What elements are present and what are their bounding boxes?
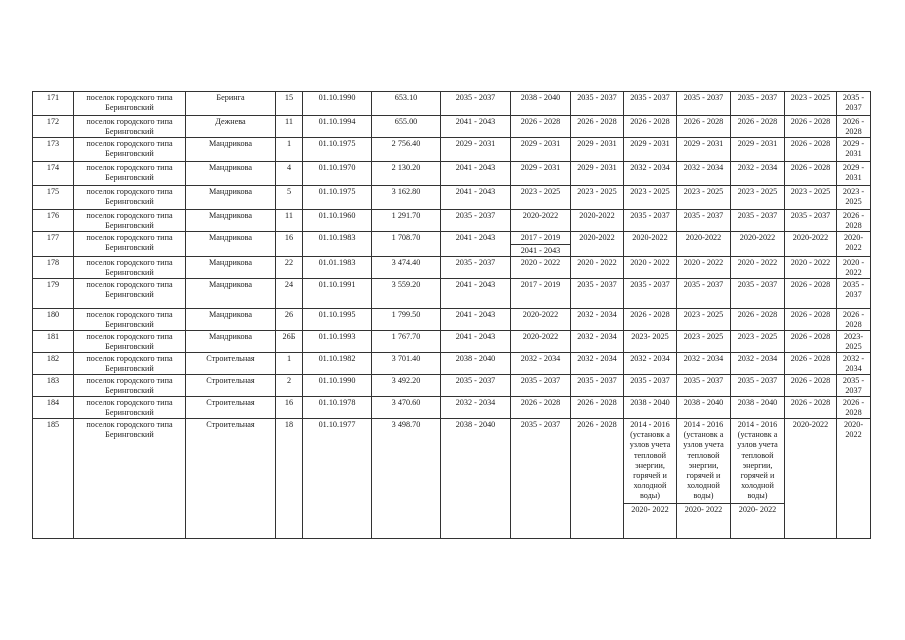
period-col-3: 2035 - 2037 (571, 279, 624, 309)
period-col-5: 2023 - 2025 (677, 309, 731, 331)
period-col-4-primary: 2014 - 2016 (установк а узлов учета тепловой энергии, горячей и холодной воды) (624, 420, 676, 504)
period-col-3: 2032 - 2034 (571, 353, 624, 375)
commission-date: 01.10.1995 (303, 309, 372, 331)
commission-date: 01.10.1960 (303, 210, 372, 232)
period-col-6: 2026 - 2028 (731, 309, 785, 331)
period-col-2 (511, 232, 571, 257)
commission-date: 01.10.1975 (303, 138, 372, 162)
house-number: 22 (276, 257, 303, 279)
house-number: 16 (276, 232, 303, 257)
period-col-6: 2035 - 2037 (731, 92, 785, 116)
period-col-1: 2035 - 2037 (441, 92, 511, 116)
period-col-7: 2020-2022 (785, 232, 837, 257)
building-area: 3 492.20 (372, 375, 441, 397)
table-row (33, 309, 871, 331)
row-number: 178 (33, 257, 74, 279)
period-col-1: 2041 - 2043 (441, 162, 511, 186)
row-number: 176 (33, 210, 74, 232)
table-row (33, 419, 871, 539)
building-area: 1 767.70 (372, 331, 441, 353)
commission-date: 01.10.1993 (303, 331, 372, 353)
house-number: 26Б (276, 331, 303, 353)
period-col-4: 2035 - 2037 (624, 279, 677, 309)
street-name: Мандрикова (186, 309, 276, 331)
settlement-name: поселок городского типа Беринговский (74, 331, 186, 353)
period-col-5: 2032 - 2034 (677, 162, 731, 186)
period-col-8: 2035 - 2037 (837, 375, 871, 397)
period-col-6-primary: 2014 - 2016 (установк а узлов учета тепловой энергии, горячей и холодной воды) (731, 420, 784, 504)
period-col-7: 2026 - 2028 (785, 162, 837, 186)
house-number: 18 (276, 419, 303, 539)
period-col-1: 2041 - 2043 (441, 232, 511, 257)
table-row (33, 92, 871, 116)
street-name: Строительная (186, 353, 276, 375)
period-col-6: 2035 - 2037 (731, 375, 785, 397)
period-col-2: 2032 - 2034 (511, 353, 571, 375)
house-number: 15 (276, 92, 303, 116)
table-row (33, 353, 871, 375)
settlement-name: поселок городского типа Беринговский (74, 162, 186, 186)
period-col-6: 2038 - 2040 (731, 397, 785, 419)
period-col-1: 2041 - 2043 (441, 331, 511, 353)
period-col-4: 2035 - 2037 (624, 92, 677, 116)
street-name: Мандрикова (186, 138, 276, 162)
row-number: 179 (33, 279, 74, 309)
period-col-8: 2026 - 2028 (837, 116, 871, 138)
period-col-7: 2026 - 2028 (785, 353, 837, 375)
period-col-2: 2026 - 2028 (511, 116, 571, 138)
row-number: 184 (33, 397, 74, 419)
period-col-3: 2032 - 2034 (571, 331, 624, 353)
period-col-4-secondary: 2020- 2022 (631, 504, 669, 514)
street-name: Беринга (186, 92, 276, 116)
table-row (33, 397, 871, 419)
period-col-2: 2020-2022 (511, 309, 571, 331)
row-number: 171 (33, 92, 74, 116)
commission-date: 01.10.1982 (303, 353, 372, 375)
period-col-2-secondary: 2041 - 2043 (520, 246, 561, 255)
period-col-2: 2023 - 2025 (511, 186, 571, 210)
settlement-name: поселок городского типа Беринговский (74, 257, 186, 279)
settlement-name: поселок городского типа Беринговский (74, 309, 186, 331)
house-number: 26 (276, 309, 303, 331)
period-col-5-primary: 2014 - 2016 (установк а узлов учета тепловой энергии, горячей и холодной воды) (677, 420, 730, 504)
period-col-5: 2035 - 2037 (677, 210, 731, 232)
period-col-7: 2026 - 2028 (785, 375, 837, 397)
period-col-3: 2035 - 2037 (571, 375, 624, 397)
street-name: Мандрикова (186, 232, 276, 257)
period-col-4: 2023- 2025 (624, 331, 677, 353)
row-number: 183 (33, 375, 74, 397)
period-col-2-primary: 2017 - 2019 (511, 233, 570, 245)
house-number: 16 (276, 397, 303, 419)
period-col-3: 2026 - 2028 (571, 397, 624, 419)
row-number: 181 (33, 331, 74, 353)
period-col-2: 2020-2022 (511, 210, 571, 232)
period-col-5: 2020-2022 (677, 232, 731, 257)
building-area: 655.00 (372, 116, 441, 138)
period-col-4: 2023 - 2025 (624, 186, 677, 210)
period-col-6: 2032 - 2034 (731, 353, 785, 375)
settlement-name: поселок городского типа Беринговский (74, 232, 186, 257)
period-col-5-secondary: 2020- 2022 (684, 504, 723, 514)
period-col-6 (731, 419, 785, 539)
period-col-3: 2020-2022 (571, 232, 624, 257)
period-col-7: 2026 - 2028 (785, 397, 837, 419)
settlement-name: поселок городского типа Беринговский (74, 353, 186, 375)
house-number: 4 (276, 162, 303, 186)
building-area: 1 799.50 (372, 309, 441, 331)
period-col-5 (677, 419, 731, 539)
period-col-4: 2032 - 2034 (624, 353, 677, 375)
building-area: 3 701.40 (372, 353, 441, 375)
row-number: 182 (33, 353, 74, 375)
table-row (33, 186, 871, 210)
period-col-6: 2023 - 2025 (731, 186, 785, 210)
building-area: 3 559.20 (372, 279, 441, 309)
row-number: 177 (33, 232, 74, 257)
period-col-8: 2026 - 2028 (837, 309, 871, 331)
table-row (33, 375, 871, 397)
period-col-1: 2038 - 2040 (441, 353, 511, 375)
period-col-2: 2038 - 2040 (511, 92, 571, 116)
period-col-1: 2041 - 2043 (441, 186, 511, 210)
building-area: 3 470.60 (372, 397, 441, 419)
commission-date: 01.10.1983 (303, 232, 372, 257)
period-col-3: 2029 - 2031 (571, 138, 624, 162)
house-number: 1 (276, 138, 303, 162)
period-col-2: 2029 - 2031 (511, 162, 571, 186)
housing-repair-schedule-table (32, 91, 871, 539)
street-name: Строительная (186, 375, 276, 397)
period-col-6: 2029 - 2031 (731, 138, 785, 162)
house-number: 11 (276, 116, 303, 138)
row-number: 173 (33, 138, 74, 162)
period-col-6: 2020-2022 (731, 232, 785, 257)
commission-date: 01.10.1977 (303, 419, 372, 539)
period-col-1: 2029 - 2031 (441, 138, 511, 162)
commission-date: 01.10.1991 (303, 279, 372, 309)
table-row (33, 331, 871, 353)
period-col-8: 2026 - 2028 (837, 210, 871, 232)
period-col-4 (624, 419, 677, 539)
period-col-7: 2026 - 2028 (785, 116, 837, 138)
period-col-7: 2020-2022 (785, 419, 837, 539)
settlement-name: поселок городского типа Беринговский (74, 375, 186, 397)
table-row (33, 232, 871, 257)
period-col-6: 2035 - 2037 (731, 210, 785, 232)
settlement-name: поселок городского типа Беринговский (74, 210, 186, 232)
settlement-name: поселок городского типа Беринговский (74, 419, 186, 539)
period-col-5: 2035 - 2037 (677, 375, 731, 397)
commission-date: 01.10.1994 (303, 116, 372, 138)
street-name: Мандрикова (186, 210, 276, 232)
street-name: Строительная (186, 419, 276, 539)
period-col-1: 2032 - 2034 (441, 397, 511, 419)
street-name: Мандрикова (186, 257, 276, 279)
table-row (33, 210, 871, 232)
period-col-3: 2035 - 2037 (571, 92, 624, 116)
period-col-4: 2035 - 2037 (624, 210, 677, 232)
period-col-7: 2026 - 2028 (785, 331, 837, 353)
settlement-name: поселок городского типа Беринговский (74, 116, 186, 138)
period-col-8: 2026 - 2028 (837, 397, 871, 419)
period-col-8: 2035 - 2037 (837, 92, 871, 116)
period-col-5: 2029 - 2031 (677, 138, 731, 162)
period-col-4: 2038 - 2040 (624, 397, 677, 419)
street-name: Мандрикова (186, 162, 276, 186)
period-col-2: 2035 - 2037 (511, 419, 571, 539)
house-number: 1 (276, 353, 303, 375)
period-col-8: 2023- 2025 (837, 331, 871, 353)
table-row (33, 279, 871, 309)
period-col-3: 2032 - 2034 (571, 309, 624, 331)
period-col-2: 2017 - 2019 (511, 279, 571, 309)
period-col-2: 2029 - 2031 (511, 138, 571, 162)
row-number: 175 (33, 186, 74, 210)
house-number: 24 (276, 279, 303, 309)
table-row (33, 257, 871, 279)
commission-date: 01.10.1978 (303, 397, 372, 419)
period-col-4: 2020-2022 (624, 232, 677, 257)
period-col-6: 2020 - 2022 (731, 257, 785, 279)
building-area: 2 756.40 (372, 138, 441, 162)
commission-date: 01.10.1990 (303, 92, 372, 116)
building-area: 1 291.70 (372, 210, 441, 232)
period-col-1: 2041 - 2043 (441, 279, 511, 309)
period-col-5: 2026 - 2028 (677, 116, 731, 138)
house-number: 2 (276, 375, 303, 397)
period-col-3: 2023 - 2025 (571, 186, 624, 210)
period-col-2: 2026 - 2028 (511, 397, 571, 419)
period-col-8: 2029 - 2031 (837, 138, 871, 162)
table-row (33, 162, 871, 186)
building-area: 1 708.70 (372, 232, 441, 257)
table-row (33, 116, 871, 138)
period-col-1: 2041 - 2043 (441, 309, 511, 331)
row-number: 172 (33, 116, 74, 138)
period-col-6-secondary: 2020- 2022 (738, 504, 777, 514)
period-col-7: 2023 - 2025 (785, 186, 837, 210)
period-col-8: 2035 - 2037 (837, 279, 871, 309)
period-col-7: 2023 - 2025 (785, 92, 837, 116)
period-col-7: 2035 - 2037 (785, 210, 837, 232)
street-name: Строительная (186, 397, 276, 419)
period-col-1: 2035 - 2037 (441, 375, 511, 397)
period-col-3: 2020 - 2022 (571, 257, 624, 279)
period-col-3: 2026 - 2028 (571, 419, 624, 539)
period-col-6: 2035 - 2037 (731, 279, 785, 309)
period-col-2: 2020 - 2022 (511, 257, 571, 279)
period-col-1: 2038 - 2040 (441, 419, 511, 539)
building-area: 653.10 (372, 92, 441, 116)
period-col-3: 2020-2022 (571, 210, 624, 232)
period-col-4: 2035 - 2037 (624, 375, 677, 397)
period-col-7: 2026 - 2028 (785, 138, 837, 162)
period-col-2: 2020-2022 (511, 331, 571, 353)
row-number: 174 (33, 162, 74, 186)
house-number: 5 (276, 186, 303, 210)
building-area: 3 162.80 (372, 186, 441, 210)
table-row (33, 138, 871, 162)
period-col-5: 2023 - 2025 (677, 186, 731, 210)
period-col-7: 2020 - 2022 (785, 257, 837, 279)
settlement-name: поселок городского типа Беринговский (74, 279, 186, 309)
period-col-5: 2020 - 2022 (677, 257, 731, 279)
building-area: 3 498.70 (372, 419, 441, 539)
period-col-4: 2029 - 2031 (624, 138, 677, 162)
period-col-4: 2026 - 2028 (624, 116, 677, 138)
row-number: 180 (33, 309, 74, 331)
period-col-1: 2041 - 2043 (441, 116, 511, 138)
commission-date: 01.10.1975 (303, 186, 372, 210)
period-col-5: 2038 - 2040 (677, 397, 731, 419)
period-col-1: 2035 - 2037 (441, 257, 511, 279)
period-col-6: 2032 - 2034 (731, 162, 785, 186)
period-col-8: 2029 - 2031 (837, 162, 871, 186)
street-name: Мандрикова (186, 186, 276, 210)
settlement-name: поселок городского типа Беринговский (74, 186, 186, 210)
commission-date: 01.10.1970 (303, 162, 372, 186)
period-col-8: 2023 - 2025 (837, 186, 871, 210)
commission-date: 01.01.1983 (303, 257, 372, 279)
building-area: 2 130.20 (372, 162, 441, 186)
settlement-name: поселок городского типа Беринговский (74, 138, 186, 162)
row-number: 185 (33, 419, 74, 539)
period-col-2: 2035 - 2037 (511, 375, 571, 397)
period-col-6: 2026 - 2028 (731, 116, 785, 138)
building-area: 3 474.40 (372, 257, 441, 279)
period-col-4: 2032 - 2034 (624, 162, 677, 186)
period-col-4: 2020 - 2022 (624, 257, 677, 279)
period-col-5: 2023 - 2025 (677, 331, 731, 353)
period-col-3: 2029 - 2031 (571, 162, 624, 186)
house-number: 11 (276, 210, 303, 232)
period-col-5: 2032 - 2034 (677, 353, 731, 375)
period-col-1: 2035 - 2037 (441, 210, 511, 232)
street-name: Мандрикова (186, 331, 276, 353)
period-col-8: 2032 - 2034 (837, 353, 871, 375)
period-col-7: 2026 - 2028 (785, 309, 837, 331)
street-name: Дежнева (186, 116, 276, 138)
settlement-name: поселок городского типа Беринговский (74, 92, 186, 116)
street-name: Мандрикова (186, 279, 276, 309)
period-col-3: 2026 - 2028 (571, 116, 624, 138)
period-col-6: 2023 - 2025 (731, 331, 785, 353)
commission-date: 01.10.1990 (303, 375, 372, 397)
period-col-8: 2020 - 2022 (837, 257, 871, 279)
period-col-4: 2026 - 2028 (624, 309, 677, 331)
table-body (33, 92, 871, 539)
period-col-7: 2026 - 2028 (785, 279, 837, 309)
period-col-5: 2035 - 2037 (677, 92, 731, 116)
period-col-5: 2035 - 2037 (677, 279, 731, 309)
period-col-8: 2020- 2022 (837, 419, 871, 539)
period-col-8: 2020-2022 (837, 232, 871, 257)
settlement-name: поселок городского типа Беринговский (74, 397, 186, 419)
